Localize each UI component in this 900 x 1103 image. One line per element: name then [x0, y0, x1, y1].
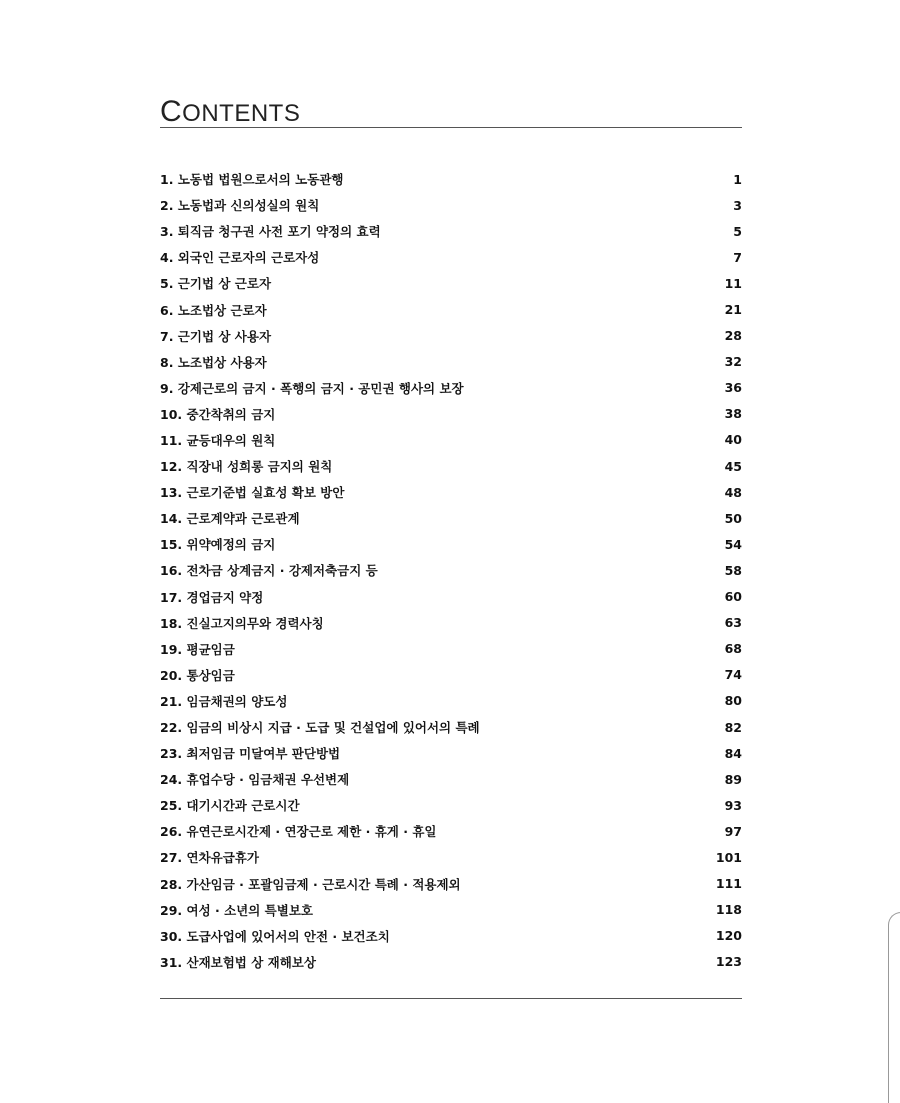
toc-entry-label: 24. 휴업수당 · 임금채권 우선변제	[160, 772, 350, 788]
toc-entry-label: 6. 노조법상 근로자	[160, 302, 267, 318]
toc-entry-page-number: 40	[724, 432, 742, 448]
toc-entry	[160, 244, 742, 270]
toc-entry-label: 12. 직장내 성희롱 금지의 원칙	[160, 459, 333, 475]
heading-underline	[160, 127, 742, 128]
page-edge-curl	[888, 912, 900, 1103]
toc-entry	[160, 714, 742, 740]
toc-entry-label: 10. 중간착취의 금지	[160, 406, 276, 422]
contents-heading-rest: ONTENTS	[182, 100, 301, 127]
toc-entry	[160, 453, 742, 479]
toc-entry-label: 27. 연차유급휴가	[160, 850, 259, 866]
toc-entry	[160, 296, 742, 322]
toc-entry-page-number: 118	[715, 902, 742, 918]
toc-entry-page-number: 48	[724, 484, 742, 500]
toc-entry-page-number: 84	[724, 745, 742, 761]
toc-entry-label: 17. 경업금지 약정	[160, 589, 264, 605]
toc-entry-label: 15. 위약예정의 금지	[160, 537, 276, 553]
toc-entry-label: 21. 임금채권의 양도성	[160, 693, 288, 709]
toc-entry-label: 26. 유연근로시간제 · 연장근로 제한 · 휴게 · 휴일	[160, 824, 437, 840]
toc-entry-label: 22. 임금의 비상시 지급 · 도급 및 건설업에 있어서의 특례	[160, 720, 480, 736]
table-of-contents	[160, 166, 742, 975]
toc-entry-page-number: 38	[724, 406, 742, 422]
toc-entry-page-number: 60	[724, 589, 742, 605]
toc-entry-page-number: 32	[724, 354, 742, 370]
toc-entry	[160, 557, 742, 583]
toc-entry-page-number: 63	[724, 615, 742, 631]
toc-entry	[160, 427, 742, 453]
toc-entry-page-number: 1	[733, 171, 742, 187]
toc-entry	[160, 401, 742, 427]
toc-entry-page-number: 74	[724, 667, 742, 683]
toc-entry-page-number: 111	[715, 876, 742, 892]
toc-entry-page-number: 21	[724, 302, 742, 318]
contents-heading	[160, 95, 301, 128]
toc-entry	[160, 192, 742, 218]
toc-entry-label: 5. 근기법 상 근로자	[160, 276, 272, 292]
toc-entry-label: 3. 퇴직금 청구권 사전 포기 약정의 효력	[160, 224, 381, 240]
bottom-rule	[160, 998, 742, 999]
toc-entry	[160, 166, 742, 192]
toc-entry	[160, 270, 742, 296]
toc-entry-page-number: 101	[715, 849, 742, 865]
toc-entry	[160, 792, 742, 818]
toc-entry	[160, 688, 742, 714]
toc-entry	[160, 818, 742, 844]
toc-entry-page-number: 80	[724, 693, 742, 709]
toc-entry	[160, 610, 742, 636]
toc-entry-label: 20. 통상임금	[160, 667, 235, 683]
contents-heading-initial: C	[160, 95, 183, 128]
toc-entry	[160, 584, 742, 610]
toc-entry-page-number: 93	[724, 797, 742, 813]
toc-entry-label: 7. 근기법 상 사용자	[160, 328, 272, 344]
toc-entry	[160, 349, 742, 375]
toc-entry	[160, 871, 742, 897]
toc-entry-label: 25. 대기시간과 근로시간	[160, 798, 300, 814]
toc-entry	[160, 505, 742, 531]
toc-entry-label: 9. 강제근로의 금지 · 폭행의 금지 · 공민권 행사의 보장	[160, 380, 464, 396]
toc-entry-page-number: 120	[715, 928, 742, 944]
toc-entry-label: 31. 산재보험법 상 재해보상	[160, 954, 316, 970]
toc-entry-label: 19. 평균임금	[160, 641, 235, 657]
toc-entry-label: 11. 균등대우의 원칙	[160, 432, 276, 448]
toc-entry-page-number: 45	[724, 458, 742, 474]
toc-entry	[160, 323, 742, 349]
toc-entry-page-number: 54	[724, 536, 742, 552]
toc-entry-page-number: 36	[724, 380, 742, 396]
toc-entry	[160, 662, 742, 688]
toc-entry-label: 23. 최저임금 미달여부 판단방법	[160, 746, 341, 762]
toc-entry-page-number: 3	[733, 197, 742, 213]
toc-entry-label: 16. 전차금 상계금지 · 강제저축금지 등	[160, 563, 378, 579]
toc-entry-page-number: 7	[733, 249, 742, 265]
toc-entry	[160, 375, 742, 401]
toc-entry	[160, 949, 742, 975]
toc-entry	[160, 897, 742, 923]
toc-entry-label: 28. 가산임금 · 포괄임금제 · 근로시간 특례 · 적용제외	[160, 876, 461, 892]
toc-entry	[160, 740, 742, 766]
toc-entry-page-number: 68	[724, 641, 742, 657]
toc-entry-label: 1. 노동법 법원으로서의 노동관행	[160, 172, 344, 188]
toc-entry-page-number: 89	[724, 771, 742, 787]
toc-entry	[160, 636, 742, 662]
toc-entry	[160, 531, 742, 557]
toc-entry-label: 29. 여성 · 소년의 특별보호	[160, 902, 313, 918]
toc-entry-page-number: 58	[724, 562, 742, 578]
toc-entry-page-number: 5	[733, 223, 742, 239]
toc-entry-label: 8. 노조법상 사용자	[160, 354, 267, 370]
toc-entry	[160, 923, 742, 949]
toc-entry-page-number: 123	[715, 954, 742, 970]
toc-entry-page-number: 50	[724, 510, 742, 526]
toc-entry-label: 13. 근로기준법 실효성 확보 방안	[160, 485, 345, 501]
toc-entry-page-number: 82	[724, 719, 742, 735]
toc-entry-page-number: 28	[724, 328, 742, 344]
toc-entry	[160, 218, 742, 244]
toc-entry-label: 30. 도급사업에 있어서의 안전 · 보건조치	[160, 928, 390, 944]
toc-entry-page-number: 97	[724, 823, 742, 839]
toc-entry	[160, 766, 742, 792]
toc-entry-label: 4. 외국인 근로자의 근로자성	[160, 250, 320, 266]
toc-entry-label: 18. 진실고지의무와 경력사칭	[160, 615, 324, 631]
toc-entry	[160, 479, 742, 505]
toc-entry-page-number: 11	[724, 275, 742, 291]
toc-entry-label: 14. 근로계약과 근로관계	[160, 511, 300, 527]
toc-entry	[160, 844, 742, 870]
toc-entry-label: 2. 노동법과 신의성실의 원칙	[160, 198, 320, 214]
